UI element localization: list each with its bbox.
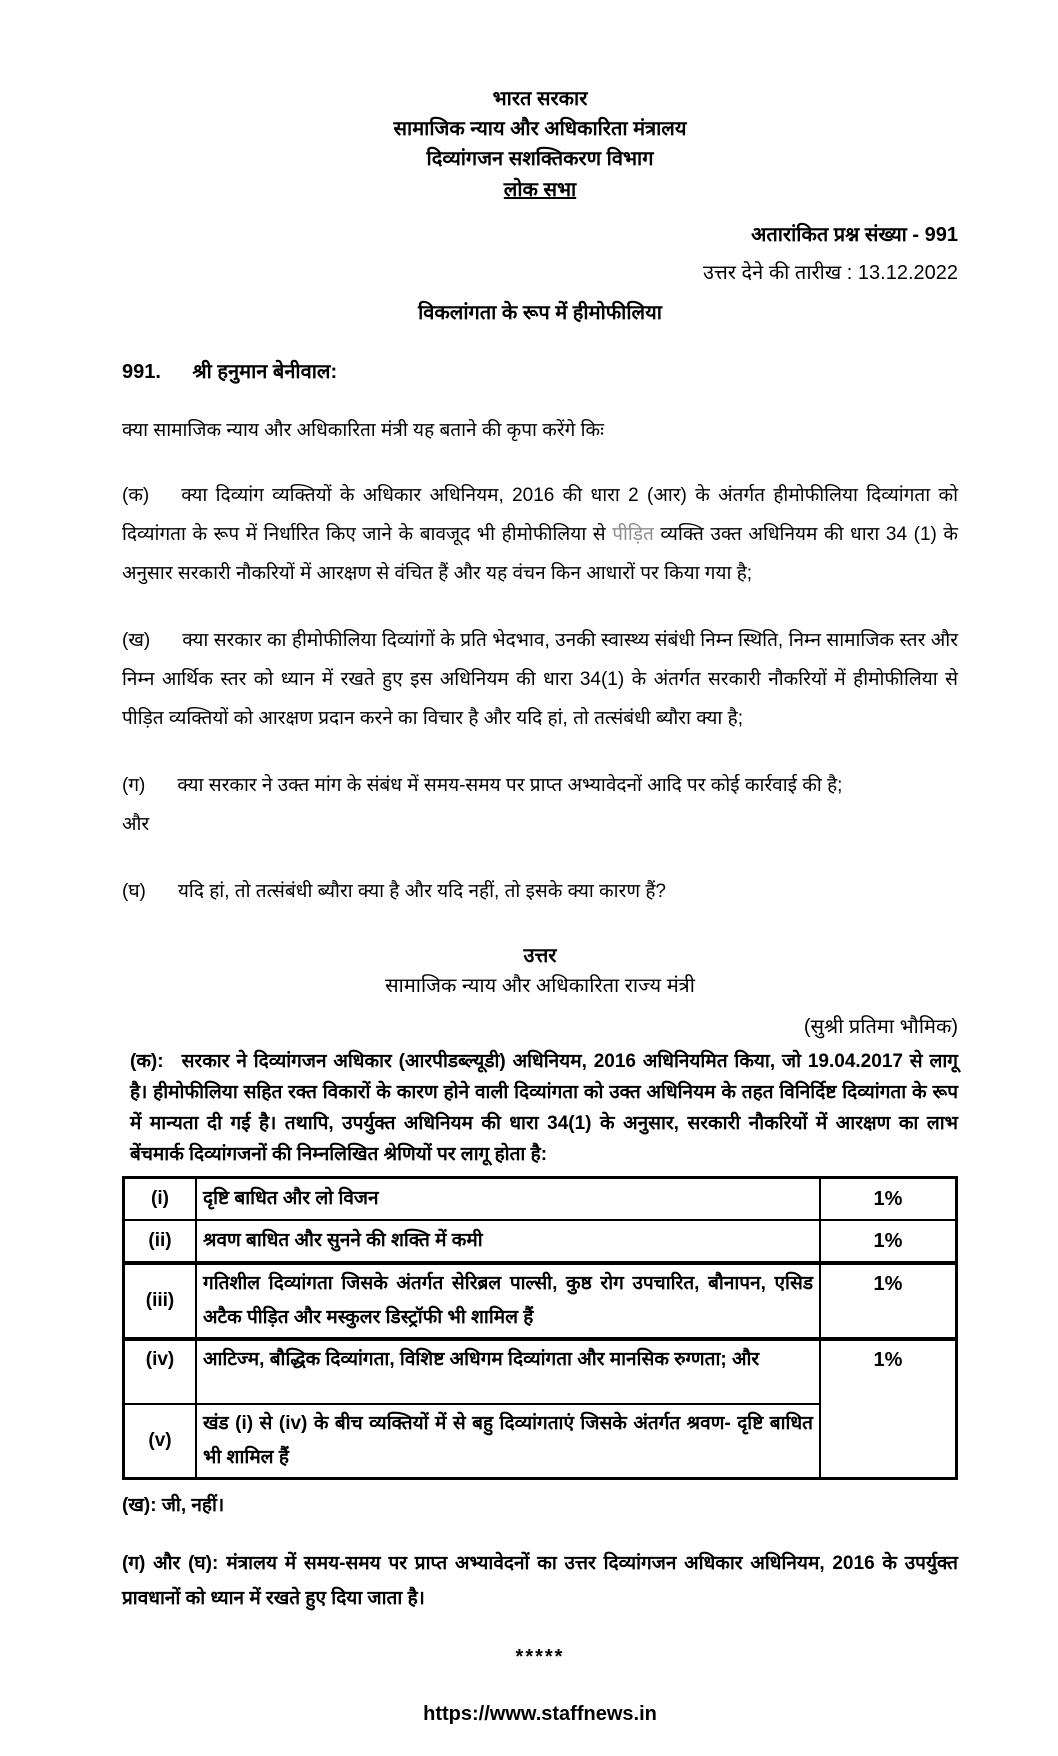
row-i-sno: (i) (124, 1178, 197, 1221)
row-i-desc: दृष्टि बाधित और लो विजन (196, 1178, 820, 1221)
part-d-text: यदि हां, तो तत्संबंधी ब्यौरा क्या है और यदि नहीं, तो इसके क्या कारण हैं? (177, 881, 666, 902)
answer-part-b-text: जी, नहीं। (161, 1495, 225, 1516)
table-row-iii (124, 1263, 957, 1339)
row-ii-percent: 1% (820, 1220, 957, 1263)
row-ii-desc: श्रवण बाधित और सुनने की शक्ति में कमी (196, 1220, 820, 1263)
answer-date-line: उत्तर देने की तारीख : 13.12.2022 (703, 262, 958, 284)
question-part-a (122, 476, 958, 593)
row-iii-sno: (iii) (124, 1263, 197, 1339)
part-d-label: (घ) (122, 881, 146, 902)
table-row-i (124, 1178, 957, 1221)
row-iv-v-merged-percent: 1% (820, 1339, 957, 1479)
table-row-iv (124, 1339, 957, 1404)
part-a-gray-word: पीड़ित (612, 524, 654, 545)
answer-part-a-text: सरकार ने दिव्यांगजन अधिकार (आरपीडब्ल्यूडी) अधिनियम, 2016 अधिनियमित किया, जो 19.04.2017 से लागू है। हीमोफीलिया सहित रक्त विकारों के कारण होने वाली दिव्यांगता को उक्त अधिनियम के तहत विनिर्दिष्ट दिव्यांगता के रूप में मान्यता दी गई है। तथापि, उपर्युक्त अधिनियम की धारा 34(1) के अनुसार, सरकारी नौकरियों में आरक्षण का लाभ बेंचमार्क दिव्यांगजनों की निम्नलिखित श्रेणियों पर लागू होता है: (130, 1051, 958, 1165)
row-iv-sno: (iv) (124, 1339, 197, 1404)
row-v-sno: (v) (124, 1404, 197, 1479)
answer-part-b-label: (ख): (122, 1495, 157, 1516)
answer-part-a-label: (क): (130, 1051, 164, 1072)
question-meta (122, 220, 958, 288)
answer-part-b (122, 1490, 958, 1522)
question-part-c (122, 766, 958, 805)
member-name: श्री हनुमान बेनीवाल: (192, 361, 338, 383)
answer-part-cd (122, 1546, 958, 1616)
row-v-desc: खंड (i) से (iv) के बीच व्यक्तियों में से बहु दिव्यांगताएं जिसके अंतर्गत श्रवण- दृष्टि बाधित भी शामिल हैं (196, 1404, 820, 1479)
govt-line: भारत सरकार (492, 88, 588, 110)
department-line: दिव्यांगजन सशक्तिकरण विभाग (426, 148, 654, 170)
row-iv-desc: आटिज्म, बौद्धिक दिव्यांगता, विशिष्ट अधिगम दिव्यांगता और मानसिक रुग्णता; और (196, 1339, 820, 1404)
table-row-ii (124, 1220, 957, 1263)
row-ii-sno: (ii) (124, 1220, 197, 1263)
part-c-text: क्या सरकार ने उक्त मांग के संबंध में समय-समय पर प्राप्त अभ्यावेदनों आदि पर कोई कार्रवाई की है; (177, 775, 843, 796)
subject-title: विकलांगता के रूप में हीमोफीलिया (418, 302, 662, 324)
house-title: लोक सभा (503, 179, 577, 201)
row-iii-percent: 1% (820, 1263, 957, 1339)
answer-heading: उत्तर (523, 945, 557, 967)
part-b-text: क्या सरकार का हीमोफीलिया दिव्यांगों के प्रति भेदभाव, उनकी स्वास्थ्य संबंधी निम्न स्थिति, निम्न सामाजिक स्तर और निम्न आर्थिक स्तर को ध्यान में रखते हुए इस अधिनियम की धारा 34(1) के अंतर्गत सरकारी नौकरियों में हीमोफीलिया से पीड़ित व्यक्तियों को आरक्षण प्रदान करने का विचार है और यदि हां, तो तत्संबंधी ब्यौरा क्या है; (122, 630, 958, 729)
part-b-label: (ख) (122, 630, 151, 651)
part-c-label: (ग) (122, 775, 146, 796)
part-c-continued: और (122, 814, 150, 835)
minister-title: सामाजिक न्याय और अधिकारिता राज्य मंत्री (385, 975, 695, 997)
question-intro: क्या सामाजिक न्याय और अधिकारिता मंत्री यह बताने की कृपा करेंगे किः (122, 420, 604, 441)
row-i-percent: 1% (820, 1178, 957, 1221)
answer-part-cd-label: (ग) और (घ): (122, 1553, 219, 1574)
question-number-line: अतारांकित प्रश्न संख्या - 991 (751, 224, 958, 246)
footer-source-link[interactable]: https://www.staffnews.in (423, 1703, 657, 1725)
ministry-line: सामाजिक न्याय और अधिकारिता मंत्रालय (393, 118, 687, 140)
separator-stars: ***** (515, 1646, 565, 1668)
minister-name: (सुश्री प्रतिमा भौमिक) (803, 1016, 958, 1038)
member-line (122, 357, 958, 384)
part-a-label: (क) (122, 485, 150, 506)
question-part-d (122, 872, 958, 911)
answer-part-cd-text: मंत्रालय में समय-समय पर प्राप्त अभ्यावेदनों का उत्तर दिव्यांगजन अधिकार अधिनियम, 2016 के उपर्युक्त प्रावधानों को ध्यान में रखते हुए दिया जाता है। (122, 1553, 959, 1609)
part-a-text-before: क्या दिव्यांग व्यक्तियों के अधिकार अधिनियम, 2016 की धारा 2 (आर) के अंतर्गत हीमोफीलिया दिव्यांगता को दिव्यांगता के रूप में निर्धारित किए जाने के बावजूद भी हीमोफीलिया से (122, 485, 958, 545)
question-number: 991. (122, 361, 161, 383)
answer-part-a (122, 1046, 958, 1170)
question-part-b (122, 621, 958, 738)
reservation-table (122, 1176, 958, 1480)
document-header (122, 84, 958, 206)
row-iii-desc: गतिशील दिव्यांगता जिसके अंतर्गत सेरिब्रल पाल्सी, कुष्ठ रोग उपचारित, बौनापन, एसिड अटैक पीड़ित और मस्कुलर डिस्ट्रॉफी भी शामिल हैं (196, 1263, 820, 1339)
part-a-text-after: व्यक्ति उक्त अधिनियम की धारा 34 (1) के अनुसार सरकारी नौकरियों में आरक्षण से वंचित हैं और यह वंचन किन आधारों पर किया गया है; (122, 524, 958, 584)
